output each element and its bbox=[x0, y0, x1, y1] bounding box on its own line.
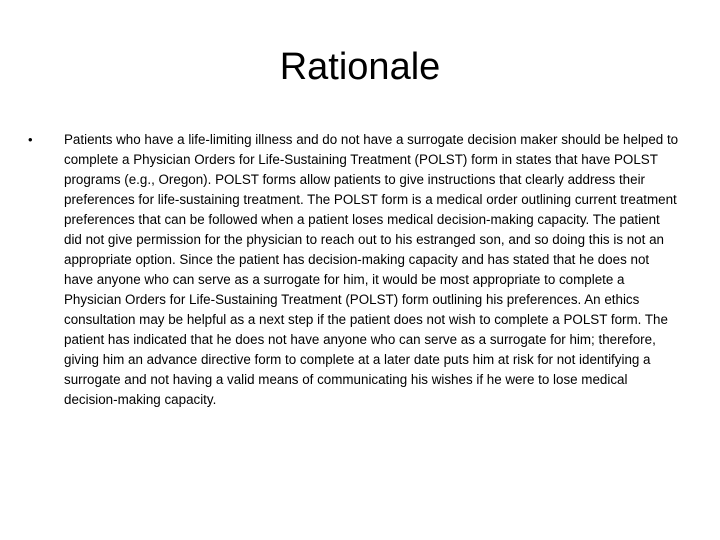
bullet-text: Patients who have a life-limiting illness and do not have a surrogate decision maker should be helped to complete a Physician Orders for Life-Sustaining Treatment (POLST) form in states that have POLST programs (e.g., Oregon). POLST forms allow patients to give instructions that clearly address their preferences for life-sustaining treatment. The POLST form is a medical order outlining current treatment preferences that can be followed when a patient loses medical decision-making capacity. The patient did not give permission for the physician to reach out to his estranged son, and so doing this is not an appropriate option. Since the patient has decision-making capacity and has stated that he does not have anyone who can serve as a surrogate for him, it would be most appropriate to complete a Physician Orders for Life-Sustaining Treatment (POLST) form outlining his preferences. An ethics consultation may be helpful as a next step if the patient does not wish to complete a POLST form. The patient has indicated that he does not have anyone who can serve as a surrogate for him; therefore, giving him an advance directive form to complete at a later date puts him at risk for not identifying a surrogate and not having a valid means of communicating his wishes if he were to lose medical decision-making capacity. bbox=[64, 132, 679, 407]
bullet-marker: • bbox=[28, 132, 33, 147]
bullet-list bbox=[28, 130, 680, 410]
bullet-item bbox=[28, 130, 680, 410]
slide-title: Rationale bbox=[279, 46, 441, 88]
slide-content bbox=[28, 130, 680, 410]
